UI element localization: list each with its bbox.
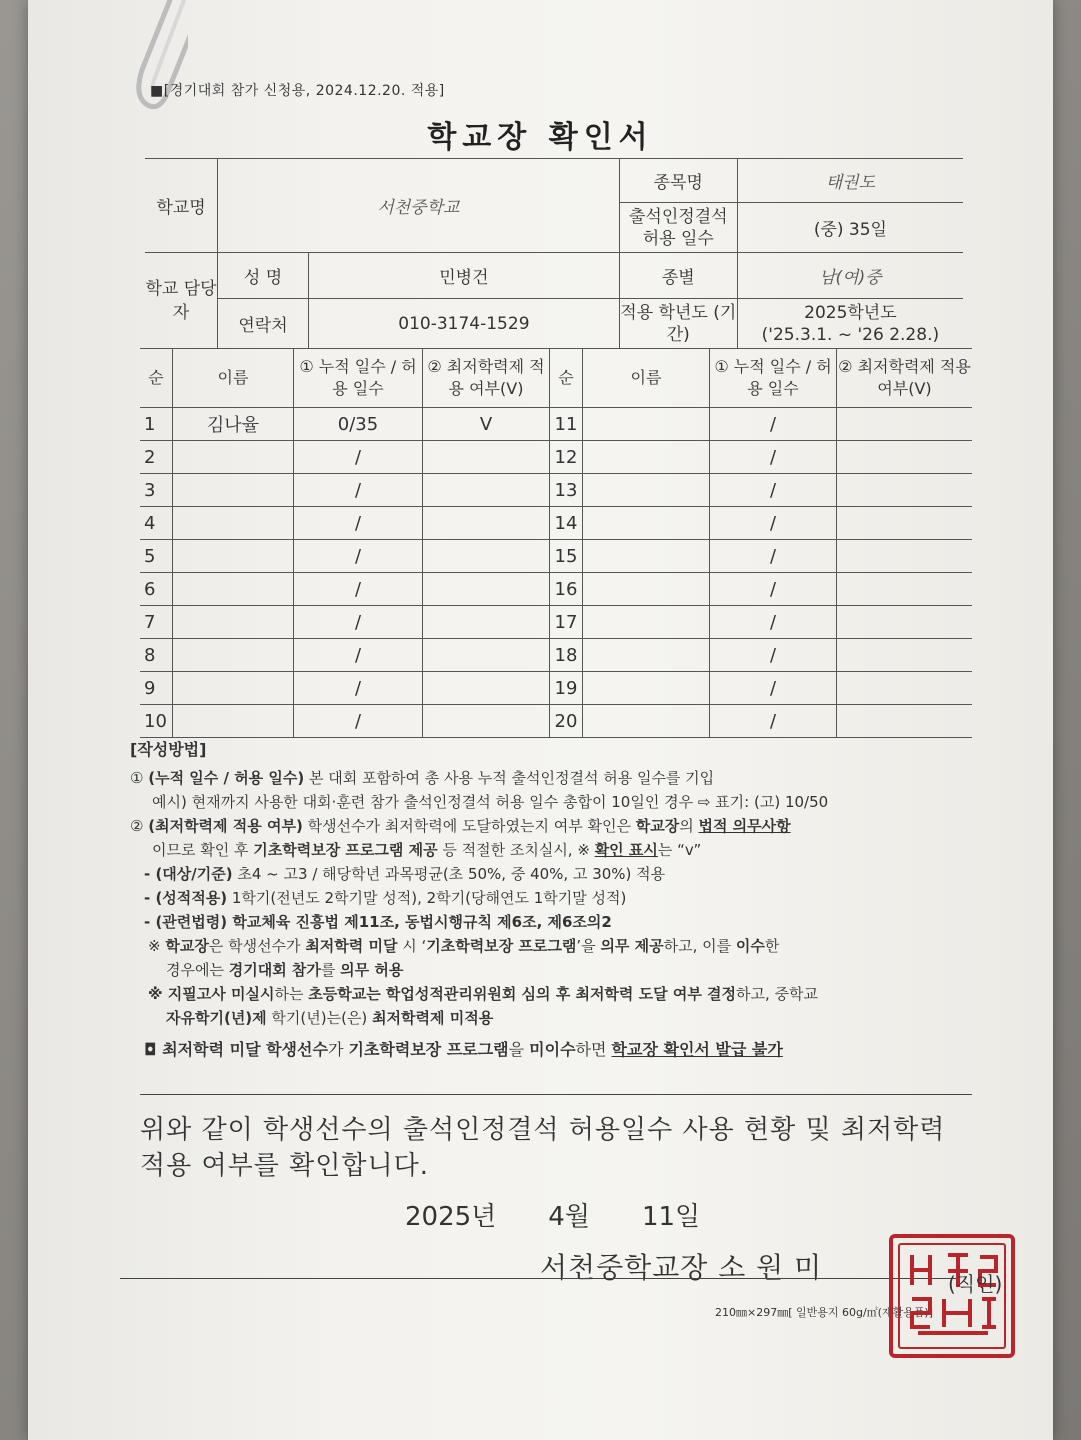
header-name-2: 이름 bbox=[583, 349, 710, 408]
header-min-2: ② 최저학력제 적용 여부(V) bbox=[837, 349, 973, 408]
row-days: / bbox=[294, 705, 423, 738]
row-no: 5 bbox=[140, 540, 173, 573]
row-name-2 bbox=[583, 441, 710, 474]
row-min-2 bbox=[837, 474, 973, 507]
row-min-2 bbox=[837, 672, 973, 705]
row-no-2: 15 bbox=[550, 540, 583, 573]
row-min bbox=[423, 606, 550, 639]
i2-bold: (최저학력제 적용 여부) bbox=[148, 817, 303, 835]
row-min-2 bbox=[837, 573, 973, 606]
i2-line2d: 확인 표시 bbox=[594, 841, 658, 859]
row-no-2: 14 bbox=[550, 507, 583, 540]
contact-label: 연락처 bbox=[218, 299, 309, 349]
n2-f: 자유학기(년)제 bbox=[166, 1009, 267, 1027]
table-row bbox=[140, 606, 972, 639]
header-min: ② 최저학력제 적용 여부(V) bbox=[423, 349, 550, 408]
paper-spec: 210㎜×297㎜[ 일반용지 60g/㎡(재활용품)] bbox=[715, 1306, 934, 1319]
confirmation-text: 위와 같이 학생선수의 출석인정결석 허용일수 사용 현황 및 최저학력 적용 여부를 확인합니다. bbox=[140, 1115, 946, 1181]
row-days-2: / bbox=[710, 441, 837, 474]
student-roster-table bbox=[140, 348, 972, 738]
i2-num: ② bbox=[130, 817, 144, 835]
header-days: ① 누적 일수 / 허용 일수 bbox=[294, 349, 423, 408]
row-no: 3 bbox=[140, 474, 173, 507]
n2-a: ※ 지필고사 미실시 bbox=[148, 985, 275, 1003]
n1-c: 은 학생선수가 bbox=[208, 937, 306, 955]
b2-text: 1학기(전년도 2학기말 성적), 2학기(당해연도 1학기말 성적) bbox=[227, 889, 627, 907]
school-label: 학교명 bbox=[145, 159, 218, 253]
row-name-2 bbox=[583, 474, 710, 507]
row-name bbox=[173, 705, 294, 738]
n1-j: 이수 bbox=[735, 937, 765, 955]
event-label: 종목명 bbox=[619, 159, 737, 203]
n2-c: 초등학교 bbox=[308, 985, 367, 1003]
official-seal bbox=[888, 1233, 1016, 1359]
i2-line2c: 등 적절한 조치실시, ※ bbox=[437, 841, 595, 859]
document-title: 학교장 확인서 bbox=[427, 120, 654, 155]
bottom-rule bbox=[120, 1278, 960, 1279]
row-name-2 bbox=[583, 606, 710, 639]
table-row bbox=[140, 573, 972, 606]
b2-bold: - (성적적용) bbox=[144, 889, 228, 907]
i1-bold: (누적 일수 / 허용 일수) bbox=[148, 769, 305, 787]
row-days: / bbox=[294, 507, 423, 540]
n2-e: 하고, 중학교 bbox=[736, 985, 819, 1003]
i2-bold3: 법적 의무사항 bbox=[698, 817, 791, 835]
row-days: 0/35 bbox=[294, 408, 423, 441]
row-name bbox=[173, 606, 294, 639]
n1-m: 경기대회 참가 bbox=[228, 961, 321, 979]
i2-line2e: 는 “v” bbox=[657, 841, 702, 859]
date-month: 4월 bbox=[548, 1202, 590, 1232]
row-min bbox=[423, 441, 550, 474]
row-days-2: / bbox=[710, 705, 837, 738]
row-days-2: / bbox=[710, 474, 837, 507]
b1-text: 초4 ~ 고3 / 해당학년 과목평균(초 50%, 중 40%, 고 30%) 적용 bbox=[232, 865, 666, 883]
row-days-2: / bbox=[710, 639, 837, 672]
school-value: 서천중학교 bbox=[218, 159, 620, 253]
year-label: 적용 학년도 (기간) bbox=[619, 299, 737, 349]
seal-mark-text: (직인) bbox=[948, 1272, 1003, 1296]
i2-text2: 의 bbox=[679, 817, 699, 835]
manager-label: 학교 담당자 bbox=[145, 253, 218, 349]
row-no-2: 20 bbox=[550, 705, 583, 738]
row-min-2 bbox=[837, 606, 973, 639]
date-day: 11일 bbox=[641, 1202, 701, 1232]
row-name: 김나율 bbox=[173, 408, 294, 441]
row-min-2 bbox=[837, 540, 973, 573]
row-days: / bbox=[294, 540, 423, 573]
row-min bbox=[423, 540, 550, 573]
i1-example: 예시) 현재까지 사용한 대회·훈련 참가 출석인정결석 허용 일수 총합이 10일인 경우 ⇨ 표기: (고) 10/50 bbox=[152, 793, 829, 811]
n2-b: 하는 bbox=[274, 985, 309, 1003]
row-name-2 bbox=[583, 639, 710, 672]
row-days: / bbox=[294, 639, 423, 672]
i2-text: 학생선수가 최저학력에 도달하였는지 여부 확인은 bbox=[302, 817, 636, 835]
row-no-2: 18 bbox=[550, 639, 583, 672]
row-min-2 bbox=[837, 507, 973, 540]
row-no-2: 19 bbox=[550, 672, 583, 705]
row-min bbox=[423, 474, 550, 507]
n2-g: 학기(년)는(은) bbox=[266, 1009, 373, 1027]
row-days-2: / bbox=[710, 540, 837, 573]
row-days-2: / bbox=[710, 408, 837, 441]
n2-h: 최저학력제 미적용 bbox=[372, 1009, 494, 1027]
row-min bbox=[423, 672, 550, 705]
date-year: 2025년 bbox=[405, 1202, 497, 1232]
row-name bbox=[173, 540, 294, 573]
row-days-2: / bbox=[710, 507, 837, 540]
row-no: 7 bbox=[140, 606, 173, 639]
warning-icon: ◘ bbox=[144, 1040, 157, 1059]
school-info-table bbox=[145, 158, 963, 349]
n1-i: 하고, 이를 bbox=[663, 937, 736, 955]
table-row bbox=[140, 441, 972, 474]
row-no: 6 bbox=[140, 573, 173, 606]
row-no: 4 bbox=[140, 507, 173, 540]
row-name-2 bbox=[583, 672, 710, 705]
row-days: / bbox=[294, 573, 423, 606]
n1-h: 의무 제공 bbox=[600, 937, 664, 955]
table-row bbox=[140, 408, 972, 441]
n1-g: ’을 bbox=[576, 937, 601, 955]
b1-bold: - (대상/기준) bbox=[144, 865, 233, 883]
header-name: 이름 bbox=[173, 349, 294, 408]
row-no-2: 11 bbox=[550, 408, 583, 441]
table-row bbox=[140, 507, 972, 540]
row-name bbox=[173, 474, 294, 507]
row-no: 10 bbox=[140, 705, 173, 738]
table-row bbox=[140, 672, 972, 705]
event-value: 태권도 bbox=[737, 159, 963, 203]
row-days-2: / bbox=[710, 573, 837, 606]
row-min bbox=[423, 507, 550, 540]
row-no: 1 bbox=[140, 408, 173, 441]
table-row bbox=[140, 639, 972, 672]
name-label: 성 명 bbox=[218, 253, 309, 299]
warn-f: 하면 bbox=[575, 1040, 612, 1059]
issue-date bbox=[405, 1196, 752, 1233]
row-name-2 bbox=[583, 573, 710, 606]
i1-text: 본 대회 포함하여 총 사용 누적 출석인정결석 허용 일수를 기입 bbox=[304, 769, 715, 787]
header-days-2: ① 누적 일수 / 허용 일수 bbox=[710, 349, 837, 408]
n1-k: 한 bbox=[764, 937, 780, 955]
row-no-2: 16 bbox=[550, 573, 583, 606]
row-days: / bbox=[294, 672, 423, 705]
b3-bold: - (관련법령) bbox=[144, 913, 228, 931]
row-min bbox=[423, 573, 550, 606]
n1-n: 를 bbox=[320, 961, 341, 979]
n1-a: ※ bbox=[148, 937, 166, 955]
instructions-heading: [작성방법] bbox=[130, 740, 207, 759]
row-days-2: / bbox=[710, 606, 837, 639]
allowed-days-label: 출석인정결석 허용 일수 bbox=[619, 203, 737, 253]
year-cell bbox=[737, 299, 963, 349]
warn-b: 가 bbox=[327, 1040, 349, 1059]
gender-label: 종별 bbox=[619, 253, 737, 299]
n1-e: 시 ‘ bbox=[397, 937, 427, 955]
year-value: 2025학년도 bbox=[804, 302, 897, 323]
n1-f: 기초학력보장 프로그램 bbox=[426, 937, 577, 955]
n1-d: 최저학력 미달 bbox=[305, 937, 398, 955]
principal-name: 서천중학교장 소 원 미 bbox=[540, 1251, 823, 1284]
row-no-2: 12 bbox=[550, 441, 583, 474]
row-name bbox=[173, 441, 294, 474]
row-days-2: / bbox=[710, 672, 837, 705]
warn-e: 미이수 bbox=[529, 1040, 576, 1059]
row-days: / bbox=[294, 441, 423, 474]
header-no-2: 순 bbox=[550, 349, 583, 408]
gender-value: 남(여)중 bbox=[737, 253, 963, 299]
divider bbox=[140, 1094, 972, 1095]
row-name-2 bbox=[583, 507, 710, 540]
row-no: 2 bbox=[140, 441, 173, 474]
row-name bbox=[173, 573, 294, 606]
row-name-2 bbox=[583, 408, 710, 441]
n1-l: 경우에는 bbox=[166, 961, 229, 979]
row-no-2: 17 bbox=[550, 606, 583, 639]
allowed-days-value: (중) 35일 bbox=[737, 203, 963, 253]
roster-header-row bbox=[140, 349, 972, 408]
i1-num: ① bbox=[130, 769, 144, 787]
table-row bbox=[140, 540, 972, 573]
row-no: 8 bbox=[140, 639, 173, 672]
row-min bbox=[423, 639, 550, 672]
b3-text: 학교체육 진흥법 제11조, 동법시행규칙 제6조, 제6조의2 bbox=[227, 913, 612, 931]
row-no: 9 bbox=[140, 672, 173, 705]
row-name bbox=[173, 639, 294, 672]
form-version-note: ■[경기대회 참가 신청용, 2024.12.20. 적용] bbox=[150, 83, 445, 99]
warn-c: 기초학력보장 프로그램 bbox=[348, 1040, 509, 1059]
row-min-2 bbox=[837, 408, 973, 441]
row-days: / bbox=[294, 474, 423, 507]
row-min-2 bbox=[837, 639, 973, 672]
row-min-2 bbox=[837, 441, 973, 474]
warn-a: 최저학력 미달 학생선수 bbox=[156, 1040, 328, 1059]
row-min: V bbox=[423, 408, 550, 441]
row-min-2 bbox=[837, 705, 973, 738]
contact-value: 010-3174-1529 bbox=[309, 299, 620, 349]
warn-d: 을 bbox=[508, 1040, 530, 1059]
table-row bbox=[140, 474, 972, 507]
row-days: / bbox=[294, 606, 423, 639]
name-value: 민병건 bbox=[309, 253, 620, 299]
i2-bold2: 학교장 bbox=[635, 817, 680, 835]
row-no-2: 13 bbox=[550, 474, 583, 507]
row-name-2 bbox=[583, 705, 710, 738]
header-no: 순 bbox=[140, 349, 173, 408]
row-name bbox=[173, 507, 294, 540]
n1-b: 학교장 bbox=[165, 937, 209, 955]
i2-line2b: 기초학력보장 프로그램 제공 bbox=[253, 841, 438, 859]
warn-g: 학교장 확인서 발급 불가 bbox=[611, 1040, 783, 1059]
n1-o: 의무 허용 bbox=[340, 961, 404, 979]
i2-line2a: 이므로 확인 후 bbox=[152, 841, 254, 859]
table-row bbox=[140, 705, 972, 738]
n2-d: 는 학업성적관리위원회 심의 후 최저학력 도달 여부 결정 bbox=[366, 985, 737, 1003]
row-name bbox=[173, 672, 294, 705]
instructions bbox=[130, 738, 980, 1062]
row-min bbox=[423, 705, 550, 738]
row-name-2 bbox=[583, 540, 710, 573]
period-value: ('25.3.1. ~ '26 2.28.) bbox=[761, 324, 940, 345]
